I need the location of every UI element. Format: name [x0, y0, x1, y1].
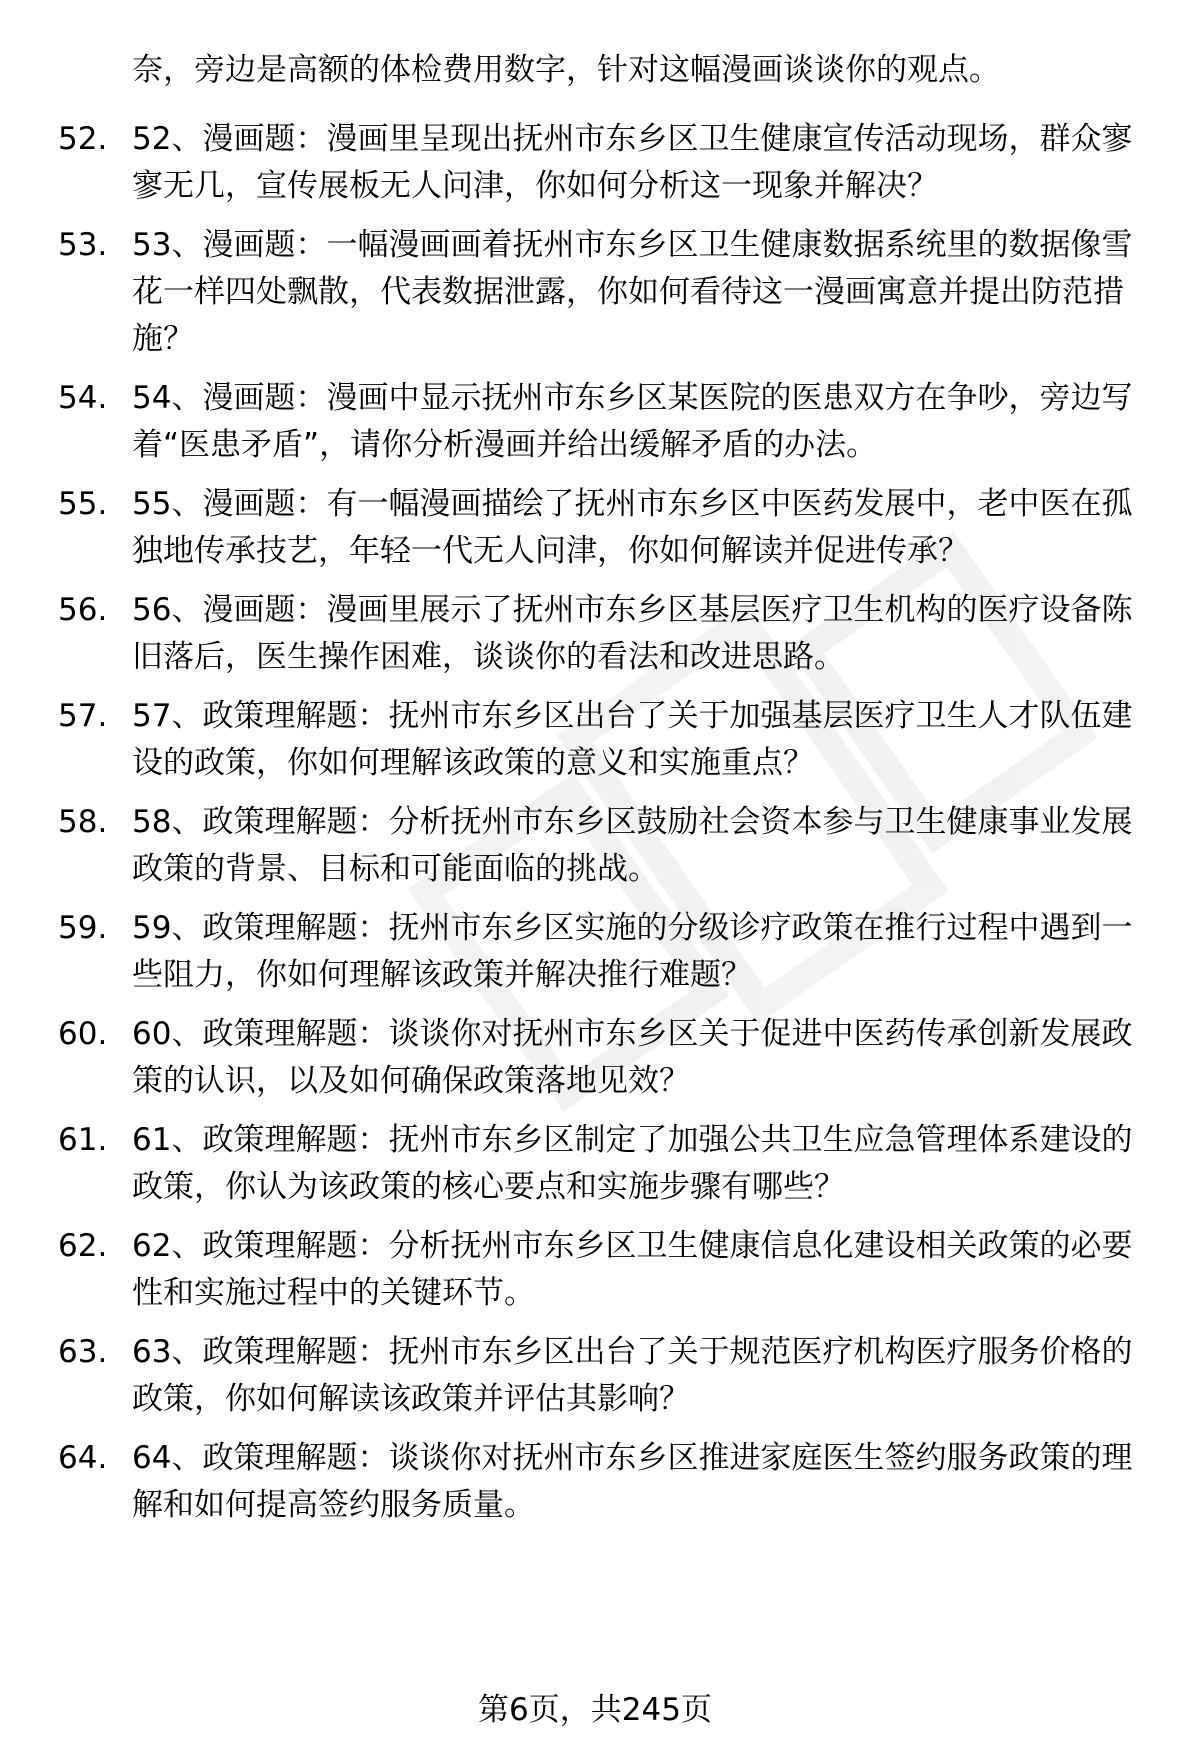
item-number: 63.: [58, 1334, 108, 1370]
item-number: 62.: [58, 1228, 108, 1264]
list-item: [58, 905, 1168, 999]
item-number: 54.: [58, 380, 108, 416]
item-number: 56.: [58, 592, 108, 628]
item-text: 55、漫画题：有一幅漫画描绘了抚州市东乡区中医药发展中，老中医在孤独地传承技艺，年轻一代无人问津，你如何解读并促进传承？: [132, 486, 1133, 569]
item-number: 52.: [58, 121, 108, 157]
item-text: 56、漫画题：漫画里展示了抚州市东乡区基层医疗卫生机构的医疗设备陈旧落后，医生操作困难，谈谈你的看法和改进思路。: [132, 592, 1133, 675]
list-item: [58, 587, 1168, 681]
item-text: 63、政策理解题：抚州市东乡区出台了关于规范医疗机构医疗服务价格的政策，你如何解读该政策并评估其影响？: [132, 1334, 1133, 1417]
item-number: 53.: [58, 227, 108, 263]
question-list: [58, 116, 1168, 1541]
item-number: 55.: [58, 486, 108, 522]
list-item: [58, 1329, 1168, 1423]
list-item: [58, 1011, 1168, 1105]
item-text: 57、政策理解题：抚州市东乡区出台了关于加强基层医疗卫生人才队伍建设的政策，你如何理解该政策的意义和实施重点？: [132, 698, 1133, 781]
item-number: 59.: [58, 910, 108, 946]
item-number: 60.: [58, 1016, 108, 1052]
continuation-text: 奈，旁边是高额的体检费用数字，针对这幅漫画谈谈你的观点。: [132, 52, 1000, 88]
item-number: 64.: [58, 1440, 108, 1476]
list-item: [58, 116, 1168, 210]
list-item: [58, 375, 1168, 469]
item-text: 62、政策理解题：分析抚州市东乡区卫生健康信息化建设相关政策的必要性和实施过程中的关键环节。: [132, 1228, 1133, 1311]
list-item: [58, 1223, 1168, 1317]
item-text: 59、政策理解题：抚州市东乡区实施的分级诊疗政策在推行过程中遇到一些阻力，你如何理解该政策并解决推行难题？: [132, 910, 1133, 993]
page-footer: 第6页，共245页: [478, 1692, 712, 1728]
item-text: 60、政策理解题：谈谈你对抚州市东乡区关于促进中医药传承创新发展政策的认识，以及如何确保政策落地见效？: [132, 1016, 1133, 1099]
item-text: 58、政策理解题：分析抚州市东乡区鼓励社会资本参与卫生健康事业发展政策的背景、目标和可能面临的挑战。: [132, 804, 1133, 887]
item-number: 57.: [58, 698, 108, 734]
list-item: [58, 1435, 1168, 1529]
list-item: [58, 481, 1168, 575]
item-number: 61.: [58, 1122, 108, 1158]
item-text: 53、漫画题：一幅漫画画着抚州市东乡区卫生健康数据系统里的数据像雪花一样四处飘散，代表数据泄露，你如何看待这一漫画寓意并提出防范措施？: [132, 227, 1133, 357]
item-number: 58.: [58, 804, 108, 840]
item-text: 64、政策理解题：谈谈你对抚州市东乡区推进家庭医生签约服务政策的理解和如何提高签约服务质量。: [132, 1440, 1133, 1523]
item-text: 61、政策理解题：抚州市东乡区制定了加强公共卫生应急管理体系建设的政策，你认为该政策的核心要点和实施步骤有哪些？: [132, 1122, 1133, 1205]
list-item: [58, 799, 1168, 893]
item-text: 52、漫画题：漫画里呈现出抚州市东乡区卫生健康宣传活动现场，群众寥寥无几，宣传展板无人问津，你如何分析这一现象并解决？: [132, 121, 1133, 204]
list-item: [58, 222, 1168, 363]
item-text: 54、漫画题：漫画中显示抚州市东乡区某医院的医患双方在争吵，旁边写着“医患矛盾”，请你分析漫画并给出缓解矛盾的办法。: [132, 380, 1133, 463]
list-item: [58, 1117, 1168, 1211]
list-item: [58, 693, 1168, 787]
